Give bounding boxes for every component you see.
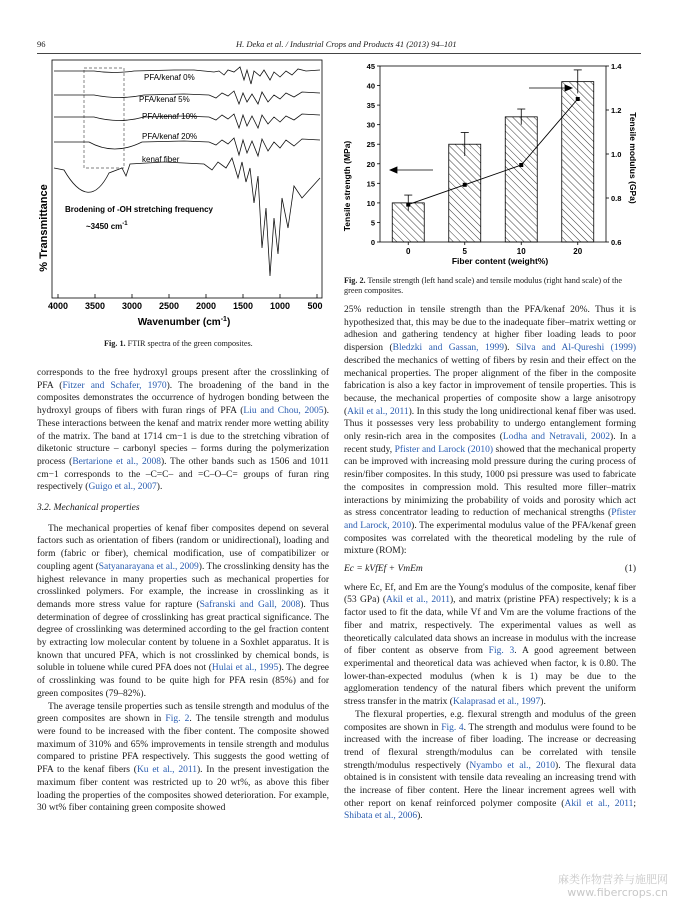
fig2-xtick-label-5: 5: [462, 247, 467, 256]
fig1-label-20: PFA/kenaf 20%: [142, 132, 198, 141]
fig1-tick-4000: 4000: [47, 301, 69, 311]
fig1-xlabel: Wavenumber $(cm^{-1})$: [137, 316, 231, 328]
fig2-caption: [344, 276, 636, 296]
equation-number: (1): [624, 564, 636, 575]
fig2-xlabel: Fiber content (weight%): [451, 256, 549, 266]
fig2-bar-10: [505, 117, 537, 242]
page-number: 96: [37, 39, 46, 49]
fig1-caption-text: FTIR spectra of the green composites.: [125, 339, 253, 348]
fig2-xtick-label-20: 20: [573, 247, 583, 256]
fig2-xtick-label-10: 10: [516, 247, 526, 256]
figure-link[interactable]: Fig. 3: [488, 646, 515, 657]
figure-2-tensile-chart: [340, 58, 640, 270]
fig2-y2tick-label-1.4: 1.4: [611, 62, 622, 71]
fig2-y2label: Tensile modulus (GPa): [628, 112, 638, 204]
fig1-label-0: PFA/kenaf 0%: [144, 73, 195, 82]
citation-link[interactable]: Fitzer and Schafer, 1970: [62, 380, 167, 391]
fig1-x-ticks: [58, 294, 317, 298]
fig2-ytick-label-35: 35: [366, 101, 375, 111]
equation-1: [344, 563, 636, 576]
fig1-label-5: PFA/kenaf 5%: [139, 95, 190, 104]
fig1-annotation-line2: ~3450 $cm^{-1}$: [86, 221, 128, 231]
fig2-modulus-polyline: [408, 99, 578, 205]
fig1-highlight-box: [84, 68, 124, 168]
right-paragraph-3: The flexural properties, e.g. flexural strength and modulus of the green composites are shown in Fig. 4. The strength and modulus were found to be increased with the increase of fiber loading. The increase or decreasing trend of flexural strength/modulus can be correlated with tensile strength/modulus respectively (Nyambo et al., 2010). The flexural data obtained is in consistent with tensile data revealing an increasing trend with the increase of fiber content. Here the linear increment agrees well with other report on kenaf reinforced polymer composite (Akil et al., 2011; Shibata et al., 2006).: [344, 709, 637, 822]
citation-link[interactable]: Akil et al., 2011: [347, 406, 409, 417]
fig2-ylabel: Tensile strength (MPa): [342, 140, 352, 232]
header-rule: [37, 53, 641, 54]
watermark: [558, 873, 668, 899]
fig2-ytick-label-45: 45: [366, 62, 375, 71]
citation-link[interactable]: Kalaprasad et al., 1997: [452, 697, 541, 708]
fig1-annotation-line1: Brodening of -OH stretching frequency: [65, 205, 214, 214]
citation-link[interactable]: Bledzki and Gassan, 1999: [392, 343, 504, 354]
fig2-y2tick-label-1.2: 1.2: [611, 106, 622, 115]
fig1-tick-1500: 1500: [232, 301, 254, 311]
fig2-ytick-label-30: 30: [366, 120, 375, 130]
citation-link[interactable]: Silva and Al-Qureshi (1999): [515, 343, 637, 354]
fig2-modulus-point-5: [463, 183, 467, 187]
fig2-ytick-label-20: 20: [366, 159, 375, 169]
citation-link[interactable]: Safranski and Gall, 2008: [199, 599, 301, 610]
running-header: H. Deka et al. / Industrial Crops and Products 41 (2013) 94–101: [236, 39, 457, 49]
fig2-modulus-point-20: [576, 97, 580, 101]
figure-link[interactable]: Fig. 2: [165, 714, 190, 725]
fig2-modulus-line: [406, 97, 580, 207]
fig2-ytick-label-25: 25: [366, 140, 375, 150]
fig2-bar-20: [562, 82, 594, 242]
citation-link[interactable]: Pfister and Larock (2010): [394, 444, 493, 455]
fig2-y2tick-label-0.6: 0.6: [611, 238, 622, 247]
section-heading-3-2: 3.2. Mechanical properties: [37, 503, 140, 514]
fig1-annotation-sup: -1: [122, 221, 128, 227]
fig2-ytick-label-10: 10: [366, 198, 375, 208]
citation-link[interactable]: Hulai et al., 1995: [211, 663, 279, 674]
fig1-ylabel: % Transmittance: [38, 184, 50, 272]
citation-link[interactable]: Shibata et al., 2006: [344, 811, 418, 822]
fig2-ytick-label-5: 5: [370, 218, 375, 228]
fig2-ytick-label-15: 15: [366, 179, 375, 189]
left-paragraph-3: The average tensile properties such as tensile strength and modulus of the green composites are shown in Fig. 2. The tensile strength and modulus were found to be increased with the fiber content. The composite showed maximum of 310% and 65% improvements in tensile strength and modulus compared to pristine PFA respectively. This suggests the good wetting of PFA to the kenaf fibers (Ku et al., 2011). In the present investigation the maximum fiber content was restricted up to 20 wt%, as above this fiber loading the properties of the composites showed deterioration. For example, 30 wt% fiber containing green composite showed: [37, 701, 329, 814]
fig1-spectrum-kenaf: [54, 158, 320, 276]
citation-link[interactable]: Bertarione et al., 2008: [72, 456, 161, 467]
figure-1-ftir: [34, 58, 330, 338]
equation-body: Ec = kVfEf + VmEm: [344, 564, 423, 575]
left-paragraph-1: corresponds to the free hydroxyl groups present after the crosslinking of PFA (Fitzer and Schafer, 1970). The broadening of the band in the composites demonstrates the occurrence of hydrogen bonding between the hydroxyl groups of fibers with furan rings of PFA (Liu and Chou, 2005). These interactions between the kenaf and matrix render more wetting ability of the matrix. The band at 1714 cm−1 is due to the stretching vibration of diketonic structure – carbonyl species – forms during the polymerization process (Bertarione et al., 2008). The other bands such as 1506 and 1011 cm−1 corresponds to the –C=C– and =C–O–C= groups of furan ring respectively (Guigo et al., 2007).: [37, 368, 330, 493]
fig2-caption-text: Tensile strength (left hand scale) and tensile modulus (right hand scale) of the green composites.: [344, 276, 623, 296]
right-paragraph-2: where Ec, Ef, and Em are the Young's modulus of the composite, kenaf fiber (53 GPa) (Akil et al., 2011), and matrix (pristine PFA) respectively; k is a factor used to fit the data, while Vf and Vm are the volume fractions of the fiber and matrix, respectively. The experimental values as well as theoretically calculated data shows an increase in modulus with the increase of fiber content as observe from Fig. 3. A good agreement between experimental and theoretical data was achieved when factor, k is 0.80. The lower-than-expected modulus (when k is 1) may be due to the agglomeration tendency of the natural fibers which prevent the uniform stress transfer in the matrix (Kalaprasad et al., 1997).: [344, 582, 636, 708]
citation-link[interactable]: Ku et al., 2011: [136, 765, 197, 776]
fig2-bar-5: [449, 144, 481, 242]
fig2-ytick-label-0: 0: [370, 238, 375, 247]
fig2-caption-label: Fig. 2.: [344, 276, 366, 285]
fig1-label-10: PFA/kenaf 10%: [142, 112, 198, 121]
fig1-label-kenaf: kenaf fiber: [142, 155, 180, 164]
fig1-caption: [104, 339, 324, 349]
citation-link[interactable]: Guigo et al., 2007: [88, 482, 157, 493]
citation-link[interactable]: Pfister and Larock, 2010: [344, 508, 636, 531]
citation-link[interactable]: Akil et al., 2011: [564, 798, 634, 809]
fig1-tick-3500: 3500: [84, 301, 106, 311]
watermark-line-2: www.fibercrops.cn: [567, 886, 668, 899]
fig1-tick-500: 500: [307, 301, 323, 311]
right-column: [344, 304, 636, 823]
fig1-tick-1000: 1000: [269, 301, 291, 311]
citation-link[interactable]: Satyanarayana et al., 2009: [98, 561, 199, 572]
fig1-tick-2000: 2000: [195, 301, 217, 311]
figure-link[interactable]: Fig. 4: [441, 722, 464, 733]
left-paragraph-2: The mechanical properties of kenaf fiber composites depend on several factors such as orientation of fibers (random or unidirectional), loading and form (fabric or fiber), chemical modification, use of compatibilizer or coupling agent (Satyanarayana et al., 2009). The crosslinking density has the highest relevance in many properties such as mechanical properties for crosslinked polymers. For example, the increase in crosslinking as it demands more stress value for rapture (Safranski and Gall, 2008). Thus determination of degree of crosslinking has great practical significance. The degree of crosslinking was determined according to the gel fraction content by extracting low molecular content by toluene in a Soxhlet apparatus. It is known that uncured PFA, which is not crosslinked by chemical bonds, is soluble in toluene while cured PFA does not (Hulai et al., 1995). The degree of crosslinking was found to be quite high for PFA resin (85%) and for green composites (79–82%).: [37, 523, 330, 699]
fig2-modulus-point-10: [519, 163, 523, 167]
citation-link[interactable]: Nyambo et al., 2010: [469, 760, 556, 771]
left-column: [37, 367, 329, 815]
fig2-xtick-label-0: 0: [406, 247, 411, 256]
fig1-caption-label: Fig. 1.: [104, 339, 126, 348]
citation-link[interactable]: Liu and Chou, 2005: [243, 406, 324, 417]
fig1-tick-3000: 3000: [121, 301, 143, 311]
citation-link[interactable]: Lodha and Netravali, 2002: [502, 432, 611, 443]
fig2-modulus-point-0: [406, 203, 410, 207]
fig2-y2tick-label-0.8: 0.8: [611, 194, 622, 203]
fig2-error-bars: [404, 70, 582, 211]
right-paragraph-1: 25% reduction in tensile strength than the PFA/kenaf 20%. Thus it is hypothesized that, this may be due to the inadequate fiber–matrix wetting or adhesion and gathering tendency at higher fiber loading leads to poor dispersion (Bledzki and Gassan, 1999). Silva and Al-Qureshi (1999) described the mechanics of wetting of fibers by resin and their effect on the mechanical properties. The proper alignment of the fiber in the composite fabrication is also a key factor in improvement of tensile properties. This is because, the mechanical properties of composite show a large anisotropy (Akil et al., 2011). In this study the long unidirectional kenaf fiber was used. Thus it possesses very less probability to undergo entanglement forming only resin-rich area in the composites (Lodha and Netravali, 2002). In a recent study, Pfister and Larock (2010) showed that the mechanical property can be improved with increasing mold pressure during the curing process of resin/fiber composites. In this study, 1000 psi pressure was used to fabricate the composites in compression mold. This resulted more filler–matrix interactions by minimizing the probability of voids and porosity which act as stress concentrator leading to reduction of mechanical strengths (Pfister and Larock, 2010). The experimental modulus value of the PFA/kenaf green composites was correlated with the theoretical modeling by the rule of mixture (ROM):: [344, 305, 637, 557]
fig2-y2tick-label-1.0: 1.0: [611, 150, 622, 159]
fig2-bars: [392, 82, 594, 242]
watermark-line-1: 麻类作物营养与施肥网: [558, 873, 668, 886]
fig1-tick-2500: 2500: [158, 301, 180, 311]
fig2-ytick-label-40: 40: [366, 81, 375, 91]
citation-link[interactable]: Akil et al., 2011: [386, 595, 450, 606]
